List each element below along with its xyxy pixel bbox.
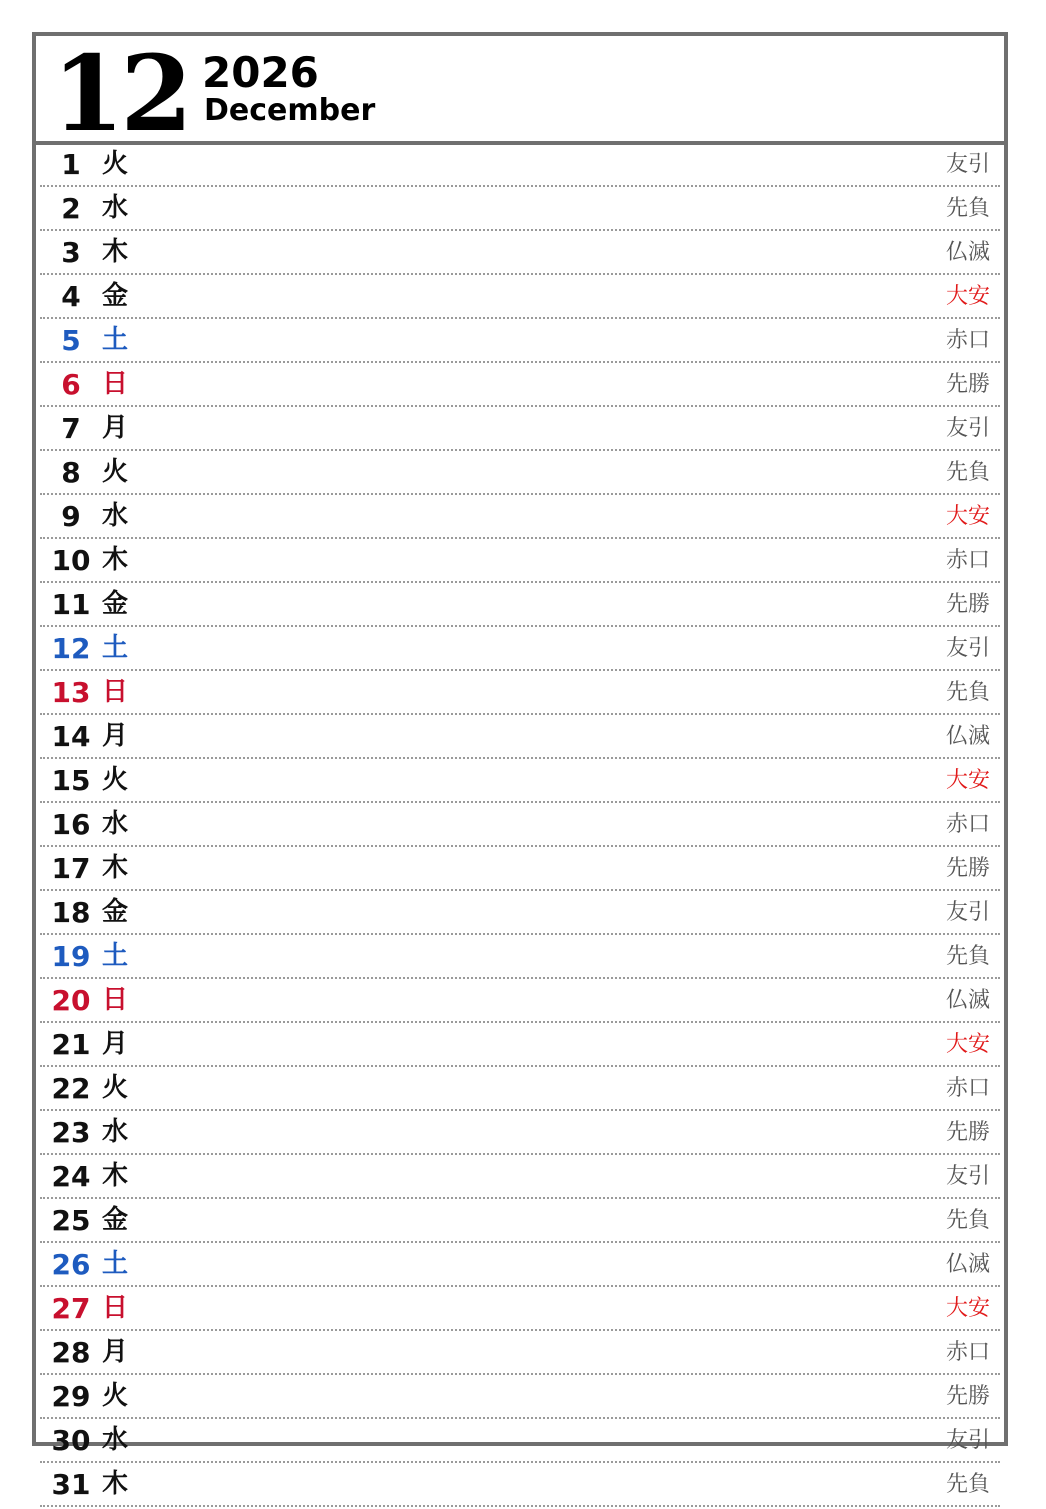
rokuyo-label: 仏滅: [945, 724, 990, 749]
day-row: [40, 1113, 1000, 1155]
weekday-label: 土: [102, 941, 129, 971]
day-number: 28: [51, 1336, 91, 1369]
weekday-label: 月: [102, 1337, 129, 1367]
day-number: 31: [51, 1468, 91, 1501]
day-number: 26: [51, 1248, 91, 1281]
rokuyo-label: 先負: [945, 680, 990, 705]
weekday-label: 金: [102, 897, 129, 927]
day-row: [40, 1069, 1000, 1111]
rokuyo-label: 友引: [945, 900, 990, 925]
day-number: 16: [51, 808, 91, 841]
weekday-label: 月: [102, 721, 129, 751]
rokuyo-label: 仏滅: [945, 240, 990, 265]
day-row: [40, 1245, 1000, 1287]
rokuyo-label: 大安: [945, 504, 990, 529]
day-number: 30: [51, 1424, 91, 1457]
day-number: 2: [61, 192, 81, 225]
rokuyo-label: 友引: [945, 416, 990, 441]
day-number: 21: [51, 1028, 91, 1061]
weekday-label: 土: [102, 1249, 129, 1279]
weekday-label: 火: [102, 765, 129, 795]
day-number: 13: [51, 676, 91, 709]
day-row: [40, 805, 1000, 847]
weekday-label: 木: [102, 237, 129, 267]
rokuyo-label: 先負: [945, 1472, 990, 1497]
day-row: [40, 1465, 1000, 1507]
rokuyo-label: 先勝: [945, 1384, 990, 1409]
rokuyo-label: 大安: [945, 1032, 990, 1057]
day-row: [40, 497, 1000, 539]
day-row: [40, 585, 1000, 627]
day-number: 23: [51, 1116, 91, 1149]
weekday-label: 日: [102, 1293, 129, 1323]
rokuyo-label: 友引: [945, 1428, 990, 1453]
day-row: [40, 321, 1000, 363]
day-row: [40, 1289, 1000, 1331]
rokuyo-label: 赤口: [945, 1076, 990, 1101]
rokuyo-label: 先勝: [945, 592, 990, 617]
day-row: [40, 277, 1000, 319]
day-number: 4: [61, 280, 81, 313]
day-row: [40, 453, 1000, 495]
day-number: 1: [61, 148, 81, 181]
day-number: 12: [51, 632, 91, 665]
day-row: [40, 1201, 1000, 1243]
day-number: 29: [51, 1380, 91, 1413]
day-number: 10: [51, 544, 91, 577]
rokuyo-label: 赤口: [945, 1340, 990, 1365]
rokuyo-label: 先勝: [945, 856, 990, 881]
day-row: [40, 365, 1000, 407]
day-number: 11: [51, 588, 91, 621]
rokuyo-label: 先勝: [945, 1120, 990, 1145]
day-row: [40, 981, 1000, 1023]
weekday-label: 木: [102, 853, 129, 883]
day-row: [40, 541, 1000, 583]
weekday-label: 火: [102, 1381, 129, 1411]
day-row: [40, 761, 1000, 803]
day-row: [40, 1025, 1000, 1067]
day-row: [40, 189, 1000, 231]
weekday-label: 日: [102, 677, 129, 707]
day-number: 8: [61, 456, 81, 489]
weekday-label: 木: [102, 1161, 129, 1191]
rokuyo-label: 赤口: [945, 548, 990, 573]
weekday-label: 金: [102, 281, 129, 311]
day-number: 19: [51, 940, 91, 973]
rokuyo-label: 大安: [945, 768, 990, 793]
calendar-header: [36, 32, 1004, 155]
weekday-label: 日: [102, 985, 129, 1015]
day-row: [40, 1421, 1000, 1463]
day-row: [40, 893, 1000, 935]
rokuyo-label: 先負: [945, 1208, 990, 1233]
day-list: [40, 145, 1000, 1509]
day-row: [40, 629, 1000, 671]
day-row: [40, 849, 1000, 891]
weekday-label: 土: [102, 633, 129, 663]
day-number: 18: [51, 896, 91, 929]
rokuyo-label: 仏滅: [945, 1252, 990, 1277]
rokuyo-label: 赤口: [945, 328, 990, 353]
day-number: 25: [51, 1204, 91, 1237]
weekday-label: 水: [102, 1425, 129, 1455]
weekday-label: 土: [102, 325, 129, 355]
weekday-label: 水: [102, 1117, 129, 1147]
day-row: [40, 937, 1000, 979]
rokuyo-label: 赤口: [945, 812, 990, 837]
rokuyo-label: 先負: [945, 460, 990, 485]
weekday-label: 木: [102, 1469, 129, 1499]
rokuyo-label: 先負: [945, 944, 990, 969]
rokuyo-label: 友引: [945, 636, 990, 661]
rokuyo-label: 先負: [945, 196, 990, 221]
day-number: 5: [61, 324, 81, 357]
day-number: 9: [61, 500, 81, 533]
day-number: 15: [51, 764, 91, 797]
weekday-label: 火: [102, 1073, 129, 1103]
day-row: [40, 1157, 1000, 1199]
weekday-label: 月: [102, 1029, 129, 1059]
day-number: 24: [51, 1160, 91, 1193]
day-number: 7: [61, 412, 81, 445]
day-number: 22: [51, 1072, 91, 1105]
day-row: [40, 717, 1000, 759]
weekday-label: 月: [102, 413, 129, 443]
weekday-label: 木: [102, 545, 129, 575]
weekday-label: 日: [102, 369, 129, 399]
weekday-label: 火: [102, 149, 129, 179]
weekday-label: 金: [102, 1205, 129, 1235]
rokuyo-label: 仏滅: [945, 988, 990, 1013]
day-number: 6: [61, 368, 81, 401]
day-number: 20: [51, 984, 91, 1017]
day-number: 17: [51, 852, 91, 885]
day-row: [40, 1377, 1000, 1419]
rokuyo-label: 友引: [945, 1164, 990, 1189]
weekday-label: 金: [102, 589, 129, 619]
day-row: [40, 1333, 1000, 1375]
weekday-label: 火: [102, 457, 129, 487]
rokuyo-label: 友引: [945, 152, 990, 177]
weekday-label: 水: [102, 809, 129, 839]
calendar-sheet: [32, 32, 1008, 1501]
day-number: 27: [51, 1292, 91, 1325]
year-label: 2026: [202, 48, 319, 97]
rokuyo-label: 大安: [945, 284, 990, 309]
weekday-label: 水: [102, 193, 129, 223]
month-name: December: [204, 93, 376, 128]
day-number: 14: [51, 720, 91, 753]
weekday-label: 水: [102, 501, 129, 531]
day-row: [40, 409, 1000, 451]
day-row: [40, 673, 1000, 715]
day-row: [40, 145, 1000, 187]
day-number: 3: [61, 236, 81, 269]
rokuyo-label: 大安: [945, 1296, 990, 1321]
month-number: 12: [52, 32, 189, 155]
day-row: [40, 233, 1000, 275]
rokuyo-label: 先勝: [945, 372, 990, 397]
